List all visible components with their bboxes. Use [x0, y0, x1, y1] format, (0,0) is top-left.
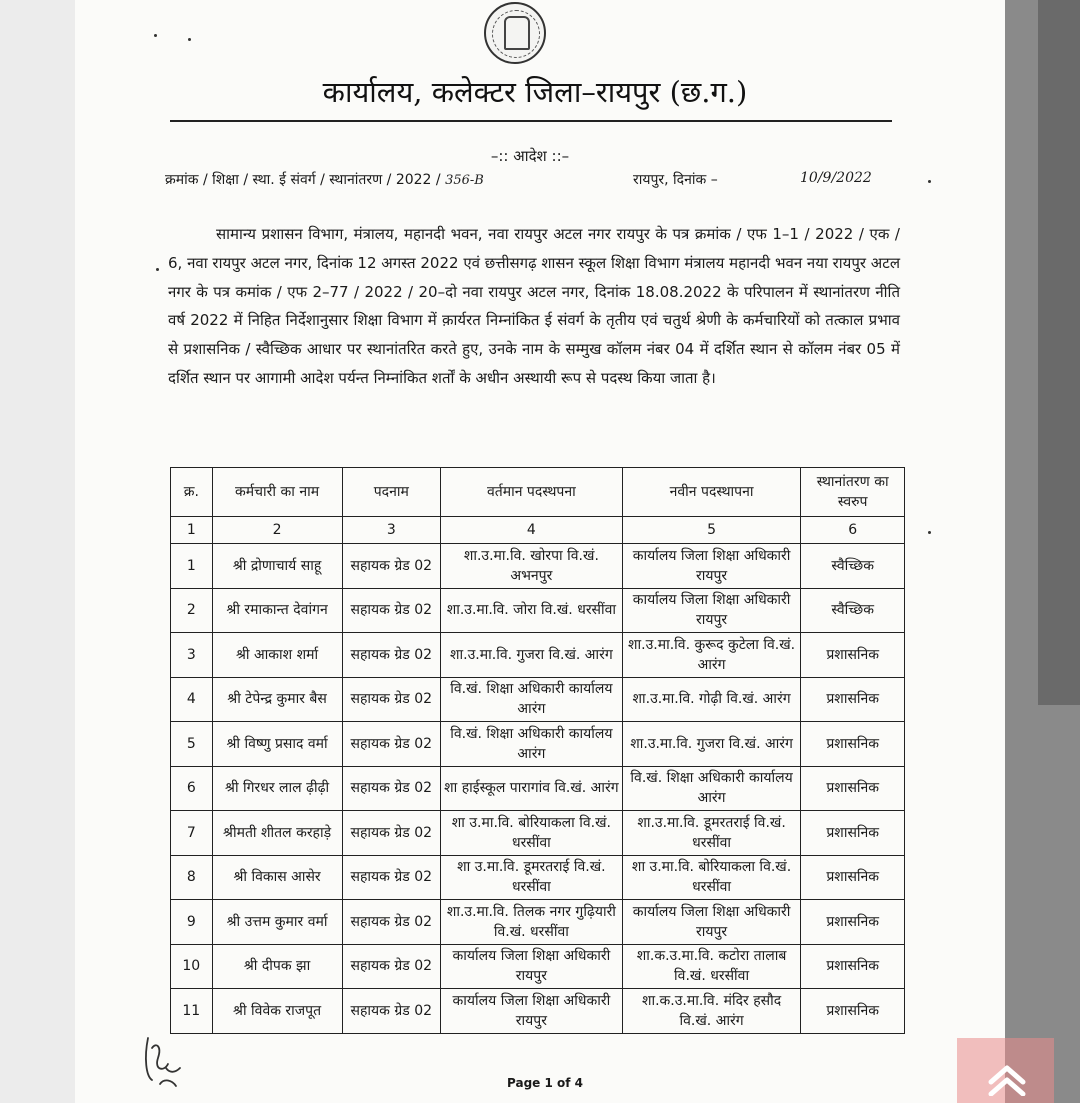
place-date-label: रायपुर, दिनांक –	[633, 172, 718, 188]
column-number: 2	[212, 517, 342, 544]
cell-designation: सहायक ग्रेड 02	[342, 944, 440, 989]
table-row	[171, 900, 905, 945]
table-column-number-row	[171, 517, 905, 544]
handwritten-signature-icon	[140, 1028, 184, 1088]
cell-new-posting: शा.क.उ.मा.वि. मंदिर हसौद वि.खं. आरंग	[622, 989, 801, 1034]
speck	[156, 268, 159, 271]
speck	[154, 34, 157, 37]
table-header-row	[171, 468, 905, 517]
cell-sno: 4	[171, 677, 213, 722]
cell-current-posting: शा हाईस्कूल पारागांव वि.खं. आरंग	[441, 766, 623, 811]
cell-designation: सहायक ग्रेड 02	[342, 677, 440, 722]
chevron-up-icon	[987, 1060, 1027, 1096]
header-new-posting: नवीन पदस्थापना	[622, 468, 801, 517]
office-heading: कार्यालय, कलेक्टर जिला–रायपुर (छ.ग.)	[322, 75, 748, 109]
table-row	[171, 722, 905, 767]
cell-new-posting: कार्यालय जिला शिक्षा अधिकारी रायपुर	[622, 900, 801, 945]
cell-name: श्री गिरधर लाल ढ़ीढ़ी	[212, 766, 342, 811]
cell-name: श्री विवेक राजपूत	[212, 989, 342, 1034]
column-number: 5	[622, 517, 801, 544]
cell-new-posting: शा.क.उ.मा.वि. कटोरा तालाब वि.खं. धरसींवा	[622, 944, 801, 989]
cell-transfer-type: प्रशासनिक	[801, 989, 905, 1034]
transfer-table	[170, 467, 905, 1034]
cell-new-posting: शा उ.मा.वि. बोरियाकला वि.खं. धरसींवा	[622, 855, 801, 900]
table-row	[171, 811, 905, 856]
cell-new-posting: शा.उ.मा.वि. गुजरा वि.खं. आरंग	[622, 722, 801, 767]
table-row	[171, 588, 905, 633]
header-sno: क्र.	[171, 468, 213, 517]
cell-transfer-type: प्रशासनिक	[801, 944, 905, 989]
cell-sno: 11	[171, 989, 213, 1034]
cell-name: श्री द्रोणाचार्य साहू	[212, 544, 342, 589]
table-row	[171, 633, 905, 678]
cell-designation: सहायक ग्रेड 02	[342, 633, 440, 678]
cell-designation: सहायक ग्रेड 02	[342, 722, 440, 767]
table-row	[171, 855, 905, 900]
cell-current-posting: वि.खं. शिक्षा अधिकारी कार्यालय आरंग	[441, 677, 623, 722]
cell-transfer-type: प्रशासनिक	[801, 811, 905, 856]
cell-new-posting: शा.उ.मा.वि. डूमरतराई वि.खं. धरसींवा	[622, 811, 801, 856]
cell-name: श्री विकास आसेर	[212, 855, 342, 900]
cell-designation: सहायक ग्रेड 02	[342, 989, 440, 1034]
cell-name: श्रीमती शीतल करहाड़े	[212, 811, 342, 856]
cell-new-posting: शा.उ.मा.वि. कुरूद कुटेला वि.खं. आरंग	[622, 633, 801, 678]
scrollbar-thumb[interactable]	[1038, 0, 1080, 705]
reference-handwritten-number: 356-B	[445, 173, 484, 188]
header-current-posting: वर्तमान पदस्थपना	[441, 468, 623, 517]
cell-name: श्री दीपक झा	[212, 944, 342, 989]
cell-name: श्री रमाकान्त देवांगन	[212, 588, 342, 633]
cell-sno: 9	[171, 900, 213, 945]
header-name: कर्मचारी का नाम	[212, 468, 342, 517]
table-row	[171, 944, 905, 989]
cell-sno: 7	[171, 811, 213, 856]
cell-name: श्री उत्तम कुमार वर्मा	[212, 900, 342, 945]
column-number: 3	[342, 517, 440, 544]
cell-sno: 8	[171, 855, 213, 900]
cell-new-posting: कार्यालय जिला शिक्षा अधिकारी रायपुर	[622, 588, 801, 633]
reference-number	[165, 170, 484, 189]
cell-current-posting: शा.उ.मा.वि. गुजरा वि.खं. आरंग	[441, 633, 623, 678]
cell-current-posting: शा उ.मा.वि. बोरियाकला वि.खं. धरसींवा	[441, 811, 623, 856]
table-row	[171, 677, 905, 722]
column-number: 1	[171, 517, 213, 544]
column-number: 6	[801, 517, 905, 544]
cell-designation: सहायक ग्रेड 02	[342, 811, 440, 856]
cell-transfer-type: प्रशासनिक	[801, 900, 905, 945]
cell-current-posting: शा.उ.मा.वि. जोरा वि.खं. धरसींवा	[441, 588, 623, 633]
speck	[928, 531, 931, 534]
cell-designation: सहायक ग्रेड 02	[342, 544, 440, 589]
cell-current-posting: शा.उ.मा.वि. तिलक नगर गुढ़ियारी वि.खं. धरसींवा	[441, 900, 623, 945]
cell-transfer-type: प्रशासनिक	[801, 722, 905, 767]
scroll-to-top-button[interactable]	[957, 1038, 1054, 1103]
cell-current-posting: वि.खं. शिक्षा अधिकारी कार्यालय आरंग	[441, 722, 623, 767]
column-number: 4	[441, 517, 623, 544]
cell-name: श्री विष्णु प्रसाद वर्मा	[212, 722, 342, 767]
page-indicator: Page 1 of 4	[507, 1076, 583, 1090]
cell-name: श्री आकाश शर्मा	[212, 633, 342, 678]
cell-name: श्री टेपेन्द्र कुमार बैस	[212, 677, 342, 722]
cell-new-posting: कार्यालय जिला शिक्षा अधिकारी रायपुर	[622, 544, 801, 589]
heading-divider	[170, 120, 892, 122]
cell-transfer-type: प्रशासनिक	[801, 766, 905, 811]
order-paragraph: सामान्य प्रशासन विभाग, मंत्रालय, महानदी भवन, नवा रायपुर अटल नगर रायपुर के पत्र क्रमांक / एफ 1–1 / 2022 / एक / 6, नवा रायपुर अटल नगर, दिनांक 12 अगस्त 2022 एवं छत्तीसगढ़ शासन स्कूल शिक्षा विभाग मंत्रालय महानदी भवन नया रायपुर अटल नगर के पत्र कमांक / एफ 2–77 / 2022 / 20–दो नवा रायपुर अटल नगर, दिनांक 18.08.2022 के परिपालन में स्थानांतरण नीति वर्ष 2022 में निहित निर्देशानुसार शिक्षा विभाग में क़ार्यरत निम्नांकित ई संवर्ग के तृतीय एवं चतुर्थ श्रेणी के कर्मचारियों को तत्काल प्रभाव से प्रशासनिक / स्वैच्छिक आधार पर स्थानांतरित करते हुए, उनके नाम के सम्मुख कॉलम नंबर 04 में दर्शित स्थान से कॉलम नंबर 05 में दर्शित स्थान पर आगामी आदेश पर्यन्त निम्नांकित शर्तों के अधीन अस्थायी रूप से पदस्थ किया जाता है।	[168, 225, 900, 387]
cell-transfer-type: स्वैच्छिक	[801, 544, 905, 589]
cell-sno: 10	[171, 944, 213, 989]
order-title: –:: आदेश ::–	[490, 147, 570, 165]
cell-designation: सहायक ग्रेड 02	[342, 900, 440, 945]
cell-current-posting: कार्यालय जिला शिक्षा अधिकारी रायपुर	[441, 989, 623, 1034]
government-emblem-icon	[484, 2, 546, 64]
cell-sno: 5	[171, 722, 213, 767]
speck	[928, 180, 931, 183]
cell-sno: 6	[171, 766, 213, 811]
cell-transfer-type: प्रशासनिक	[801, 633, 905, 678]
cell-designation: सहायक ग्रेड 02	[342, 588, 440, 633]
header-designation: पदनाम	[342, 468, 440, 517]
table-row	[171, 766, 905, 811]
order-date: 10/9/2022	[800, 170, 872, 186]
table-row	[171, 544, 905, 589]
reference-prefix: क्रमांक / शिक्षा / स्था. ई संवर्ग / स्थानांतरण / 2022 /	[165, 172, 441, 188]
cell-current-posting: शा उ.मा.वि. डूमरतराई वि.खं. धरसींवा	[441, 855, 623, 900]
cell-current-posting: शा.उ.मा.वि. खोरपा वि.खं. अभनपुर	[441, 544, 623, 589]
cell-transfer-type: प्रशासनिक	[801, 677, 905, 722]
cell-sno: 2	[171, 588, 213, 633]
cell-sno: 1	[171, 544, 213, 589]
cell-transfer-type: स्वैच्छिक	[801, 588, 905, 633]
cell-transfer-type: प्रशासनिक	[801, 855, 905, 900]
speck	[188, 38, 191, 41]
cell-designation: सहायक ग्रेड 02	[342, 855, 440, 900]
cell-current-posting: कार्यालय जिला शिक्षा अधिकारी रायपुर	[441, 944, 623, 989]
header-transfer-type: स्थानांतरण का स्वरुप	[801, 468, 905, 517]
cell-new-posting: शा.उ.मा.वि. गोढ़ी वि.खं. आरंग	[622, 677, 801, 722]
cell-sno: 3	[171, 633, 213, 678]
cell-new-posting: वि.खं. शिक्षा अधिकारी कार्यालय आरंग	[622, 766, 801, 811]
table-row	[171, 989, 905, 1034]
cell-designation: सहायक ग्रेड 02	[342, 766, 440, 811]
